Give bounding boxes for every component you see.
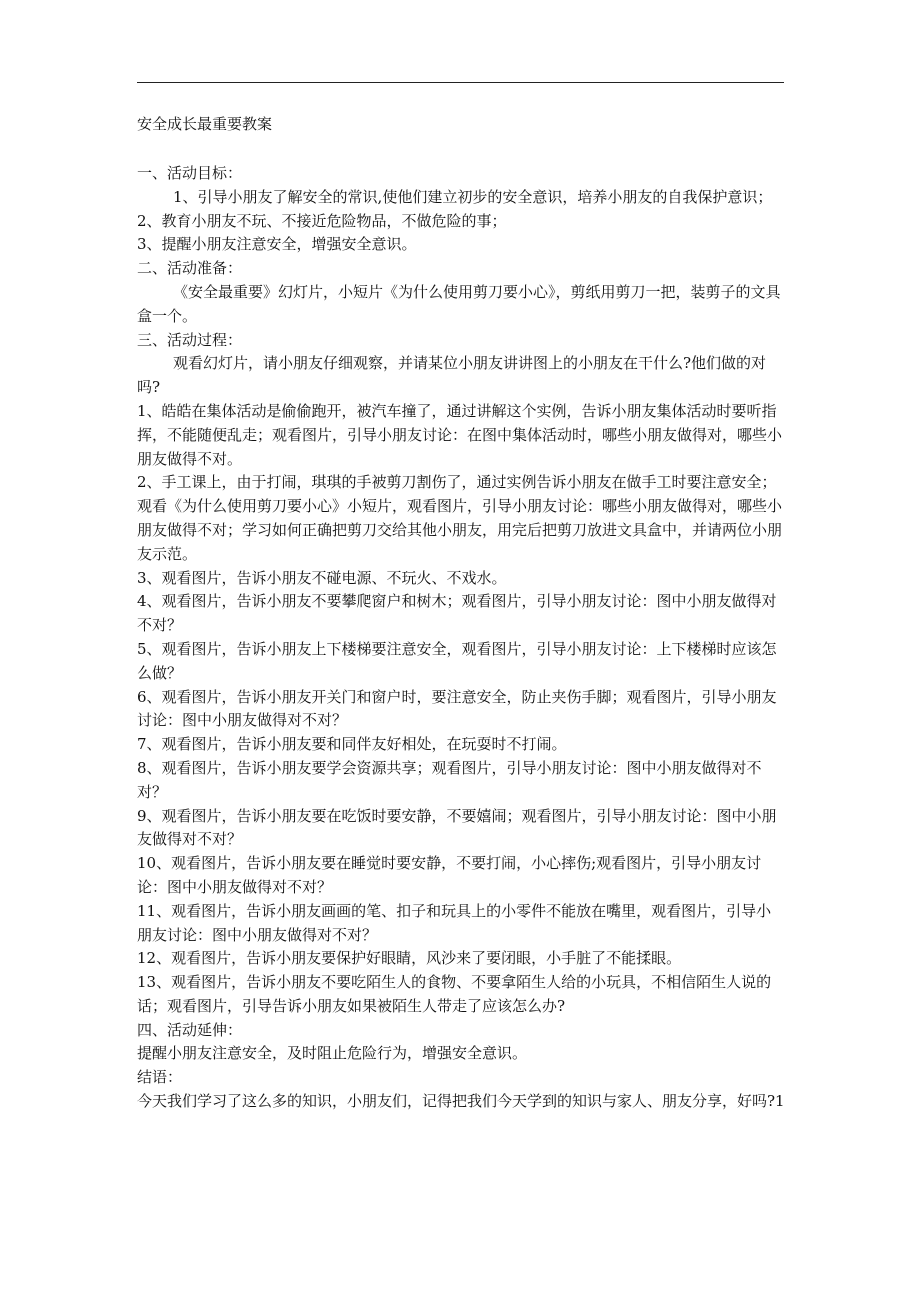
- process-step-4: 4、观看图片，告诉小朋友不要攀爬窗户和树木；观看图片，引导小朋友讨论：图中小朋友做得对不对？: [137, 592, 777, 635]
- process-step-3: 3、观看图片，告诉小朋友不碰电源、不玩火、不戏水。: [137, 568, 507, 587]
- process-step-5: 5、观看图片，告诉小朋友上下楼梯要注意安全，观看图片，引导小朋友讨论：上下楼梯时应该怎么做？: [137, 639, 777, 682]
- goal-item-3: 3、提醒小朋友注意安全，增强安全意识。: [137, 235, 417, 254]
- process-step-6: 6、观看图片，告诉小朋友开关门和窗户时，要注意安全，防止夹伤手脚；观看图片，引导小朋友讨论：图中小朋友做得对不对？: [137, 687, 777, 730]
- process-step-13: 13、观看图片，告诉小朋友不要吃陌生人的食物、不要拿陌生人给的小玩具，不相信陌生人说的话；观看图片，引导告诉小朋友如果被陌生人带走了应该怎么办?: [137, 973, 772, 1015]
- process-step-7: 7、观看图片，告诉小朋友要和同伴友好相处，在玩耍时不打闹。: [137, 735, 567, 754]
- goal-item-2: 2、教育小朋友不玩、不接近危险物品，不做危险的事；: [137, 211, 507, 230]
- document-body: [137, 162, 785, 1114]
- process-step-10: 10、观看图片，告诉小朋友要在睡觉时要安静，不要打闹，小心摔伤;观看图片，引导小朋友讨论：图中小朋友做得对不对？: [137, 854, 762, 896]
- process-step-11: 11、观看图片，告诉小朋友画画的笔、扣子和玩具上的小零件不能放在嘴里，观看图片，引导小朋友讨论：图中小朋友做得对不对？: [137, 901, 772, 944]
- process-step-9: 9、观看图片，告诉小朋友要在吃饭时要安静，不要嬉闹；观看图片，引导小朋友讨论：图中小朋友做得对不对？: [137, 806, 777, 849]
- process-step-8: 8、观看图片，告诉小朋友要学会资源共享；观看图片，引导小朋友讨论：图中小朋友做得对不对？: [137, 758, 762, 801]
- goal-item-1: 1、引导小朋友了解安全的常识,使他们建立初步的安全意识，培养小朋友的自我保护意识；: [173, 187, 773, 206]
- extension-text: 提醒小朋友注意安全，及时阻止危险行为，增强安全意识。: [137, 1044, 528, 1063]
- section-heading-extension: 四、活动延伸：: [137, 1020, 243, 1039]
- process-step-2: 2、手工课上，由于打闹，琪琪的手被剪刀割伤了，通过实例告诉小朋友在做手工时要注意安全；观看《为什么使用剪刀要小心》小短片，观看图片，引导小朋友讨论：哪些小朋友做得对，哪些小朋友做得不对；学习如何正确把剪刀交给其他小朋友，用完后把剪刀放进文具盒中，并请两位小朋友示范。: [137, 473, 783, 563]
- process-step-1: 1、皓皓在集体活动是偷偷跑开，被汽车撞了，通过讲解这个实例，告诉小朋友集体活动时要听指挥，不能随便乱走；观看图片，引导小朋友讨论：在图中集体活动时，哪些小朋友做得对，哪些小朋友做得不对。: [137, 401, 783, 468]
- conclusion-heading: 结语：: [137, 1068, 183, 1087]
- conclusion-text: 今天我们学习了这么多的知识，小朋友们，记得把我们今天学到的知识与家人、朋友分享，好吗?1: [137, 1092, 785, 1111]
- process-step-12: 12、观看图片，告诉小朋友要保护好眼睛，风沙来了要闭眼，小手脏了不能揉眼。: [137, 949, 682, 968]
- section-heading-goals: 一、活动目标：: [137, 164, 243, 182]
- header-rule: [137, 82, 784, 83]
- section-heading-preparation: 二、活动准备：: [137, 259, 243, 278]
- process-intro: 观看幻灯片，请小朋友仔细观察，并请某位小朋友讲讲图上的小朋友在干什么?他们做的对吗?: [137, 354, 767, 397]
- document-title: 安全成长最重要教案: [137, 115, 273, 133]
- section-heading-process: 三、活动过程：: [137, 330, 243, 349]
- preparation-text: 《安全最重要》幻灯片，小短片《为什么使用剪刀要小心》，剪纸用剪刀一把，装剪子的文具盒一个。: [137, 282, 781, 325]
